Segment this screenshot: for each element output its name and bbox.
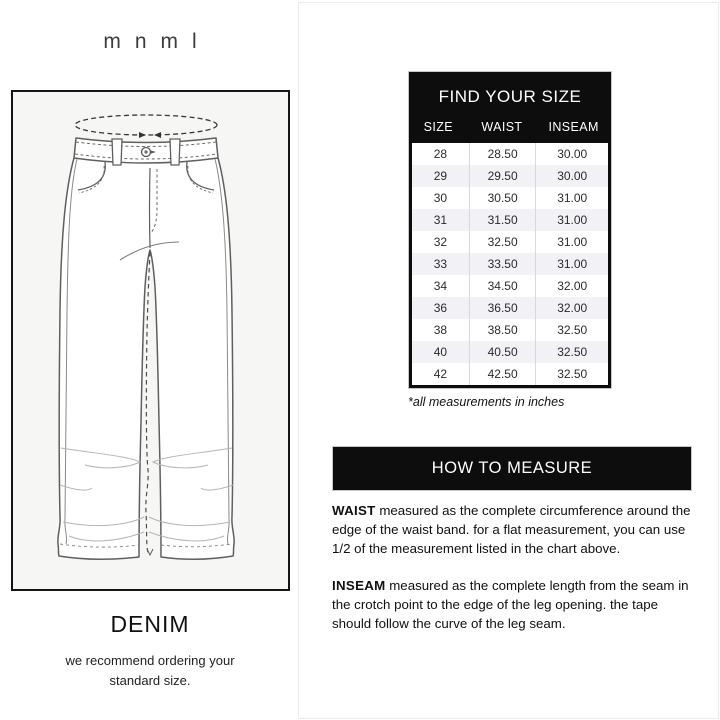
waist-measure-description bbox=[332, 502, 700, 559]
size-table-cell: 38.50 bbox=[469, 319, 536, 341]
size-table-row bbox=[412, 143, 608, 165]
how-to-measure-title: HOW TO MEASURE bbox=[332, 446, 692, 491]
size-table-cell: 29 bbox=[433, 169, 448, 183]
size-table-cell: 40 bbox=[433, 345, 448, 359]
size-table-cell: 36 bbox=[433, 301, 448, 315]
size-table-cell: 40.50 bbox=[469, 341, 536, 363]
product-name: DENIM bbox=[110, 611, 190, 637]
size-table-cell: 36.50 bbox=[469, 297, 536, 319]
size-table-cell: 32.50 bbox=[469, 231, 536, 253]
size-table-cell: 32.00 bbox=[535, 297, 608, 319]
size-table-row bbox=[412, 209, 608, 231]
size-table-cell: 34.50 bbox=[469, 275, 536, 297]
size-table-cell: 31.00 bbox=[535, 231, 608, 253]
size-table-title: FIND YOUR SIZE bbox=[438, 87, 582, 106]
size-table-body bbox=[412, 143, 608, 385]
size-table-cell: 30.00 bbox=[535, 165, 608, 187]
size-table-cell: 31 bbox=[433, 213, 448, 227]
size-table-header bbox=[409, 116, 611, 143]
size-table-cell: 28 bbox=[433, 147, 448, 161]
size-table-cell: 32.50 bbox=[535, 363, 608, 385]
size-table-row bbox=[412, 187, 608, 209]
size-table-cell: 42.50 bbox=[469, 363, 536, 385]
denim-sketch-panel bbox=[11, 90, 290, 591]
size-table-cell: 42 bbox=[433, 367, 448, 381]
size-table-cell: 30 bbox=[433, 191, 448, 205]
size-table-cell: 31.50 bbox=[469, 209, 536, 231]
sizing-recommendation: we recommend ordering your standard size. bbox=[65, 653, 235, 689]
brand-logo: mnml bbox=[103, 30, 211, 53]
jeans-flat-sketch-illustration bbox=[13, 92, 288, 589]
inseam-term: INSEAM bbox=[332, 578, 386, 593]
inseam-measure-description bbox=[332, 577, 700, 634]
size-table-row bbox=[412, 275, 608, 297]
size-table-cell: 31.00 bbox=[535, 187, 608, 209]
size-table-cell: 28.50 bbox=[469, 143, 536, 165]
size-table-cell: 31.00 bbox=[535, 253, 608, 275]
size-table-row bbox=[412, 231, 608, 253]
column-header-waist: WAIST bbox=[481, 120, 523, 134]
size-table-row bbox=[412, 297, 608, 319]
inseam-text: measured as the complete length from the seam in the crotch point to the edge of the leg opening. the tape should follow the curve of the leg seam. bbox=[332, 578, 689, 631]
size-table-cell: 32 bbox=[433, 235, 448, 249]
waist-term: WAIST bbox=[332, 503, 376, 518]
size-table-cell: 30.00 bbox=[535, 143, 608, 165]
size-table-row bbox=[412, 341, 608, 363]
size-table-cell: 30.50 bbox=[469, 187, 536, 209]
size-table-row bbox=[412, 165, 608, 187]
size-table-cell: 32.50 bbox=[535, 319, 608, 341]
size-table-cell: 34 bbox=[433, 279, 448, 293]
size-table-row bbox=[412, 363, 608, 385]
waist-text: measured as the complete circumference around the edge of the waist band. for a flat measurement, you can use 1/2 of the measurement listed in the chart above. bbox=[332, 503, 691, 556]
size-table-cell: 32.50 bbox=[535, 341, 608, 363]
size-table-row bbox=[412, 253, 608, 275]
size-table-cell: 29.50 bbox=[469, 165, 536, 187]
size-table-cell: 31.00 bbox=[535, 209, 608, 231]
measurements-footnote: *all measurements in inches bbox=[408, 395, 565, 409]
size-table-cell: 32.00 bbox=[535, 275, 608, 297]
size-table bbox=[408, 71, 612, 389]
column-header-inseam: INSEAM bbox=[548, 120, 599, 134]
column-header-size: SIZE bbox=[423, 120, 453, 134]
size-table-cell: 33 bbox=[433, 257, 448, 271]
size-table-cell: 38 bbox=[433, 323, 448, 337]
size-table-row bbox=[412, 319, 608, 341]
size-table-cell: 33.50 bbox=[469, 253, 536, 275]
